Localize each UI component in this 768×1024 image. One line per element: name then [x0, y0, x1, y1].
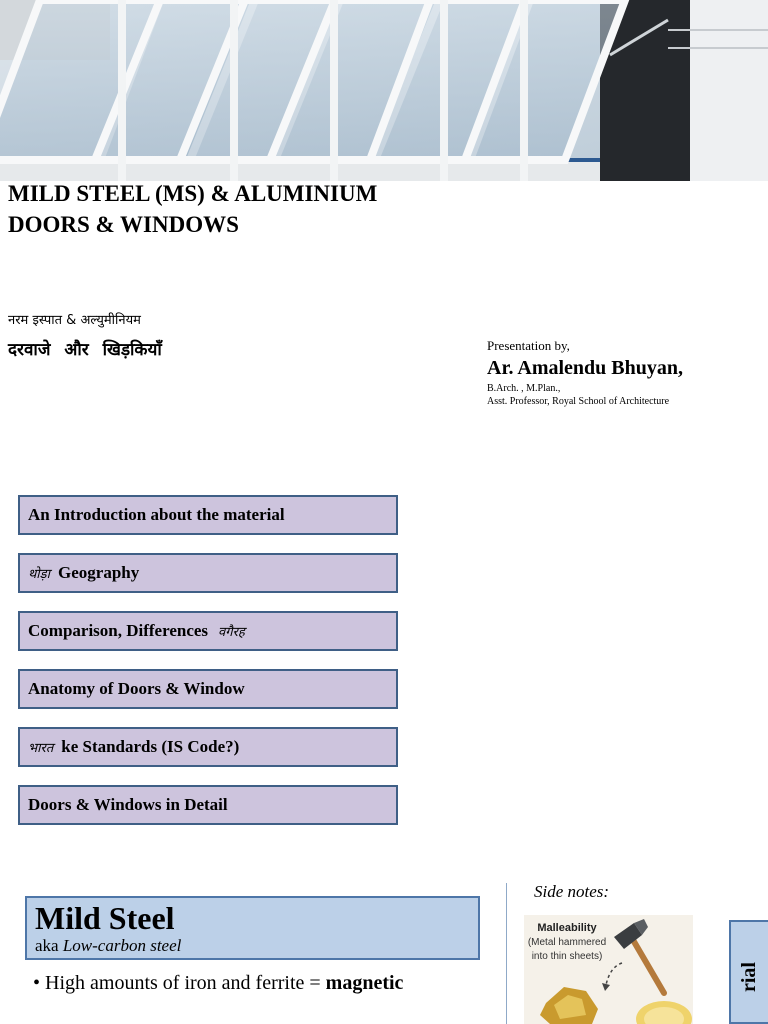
agenda-item-detail	[18, 785, 398, 825]
agenda-item-introduction	[18, 495, 398, 535]
bullet-bold: magnetic	[325, 972, 404, 994]
agenda-label: Anatomy of Doors & Window	[28, 679, 245, 698]
bullet-dot: •	[33, 972, 46, 994]
title-line-1: MILD STEEL (MS) & ALUMINIUM	[8, 181, 378, 206]
agenda-label: ke Standards (IS Code?)	[61, 737, 240, 756]
mild-steel-heading: Mild Steel	[35, 900, 175, 936]
side-notes-label: Side notes:	[534, 882, 610, 901]
malleability-illustration	[524, 915, 693, 1024]
malleability-desc: (Metal hammered into thin sheets)	[527, 937, 607, 962]
malleability-title: Malleability	[537, 922, 597, 934]
presenter-position: Asst. Professor, Royal School of Architecture	[487, 396, 670, 407]
agenda-hindi-prefix: थोड़ा	[28, 567, 50, 582]
agenda-item-comparison	[18, 611, 398, 651]
right-tab-text: rial	[738, 962, 760, 992]
agenda-item-geography	[18, 553, 398, 593]
hindi-subtitle-big: दरवाजे और खिड़कियाँ	[8, 340, 162, 360]
agenda-label: Comparison, Differences	[28, 621, 209, 640]
aka-prefix: aka	[35, 936, 59, 955]
aka-value: Low-carbon steel	[62, 936, 182, 955]
hammer-icon	[524, 915, 693, 1024]
agenda-item-anatomy	[18, 669, 398, 709]
mild-steel-heading-box	[25, 896, 480, 960]
presentation-by-label: Presentation by,	[487, 338, 570, 353]
mild-steel-aka	[35, 936, 470, 956]
agenda-item-standards	[18, 727, 398, 767]
agenda-label: Geography	[58, 563, 140, 582]
right-edge-tab	[729, 920, 768, 1024]
column-divider	[506, 883, 507, 1024]
agenda-label: Doors & Windows in Detail	[28, 795, 228, 814]
hindi-subtitle-small: नरम इस्पात & अल्युमीनियम	[8, 313, 141, 328]
agenda-hindi-prefix: भारत	[28, 741, 54, 756]
agenda-label: An Introduction about the material	[28, 505, 285, 524]
title-line-2: DOORS & WINDOWS	[8, 212, 239, 237]
mild-steel-bullet	[33, 972, 403, 995]
presenter-name: Ar. Amalendu Bhuyan,	[487, 357, 683, 379]
presenter-block	[487, 338, 683, 408]
page-title	[8, 178, 377, 240]
hero-windows-photo	[0, 0, 768, 181]
bullet-text: High amounts of iron and ferrite =	[45, 972, 326, 994]
presenter-degrees: B.Arch. , M.Plan.,	[487, 383, 561, 394]
agenda-hindi-suffix: वगैरह	[218, 625, 245, 640]
agenda-list	[18, 495, 398, 843]
